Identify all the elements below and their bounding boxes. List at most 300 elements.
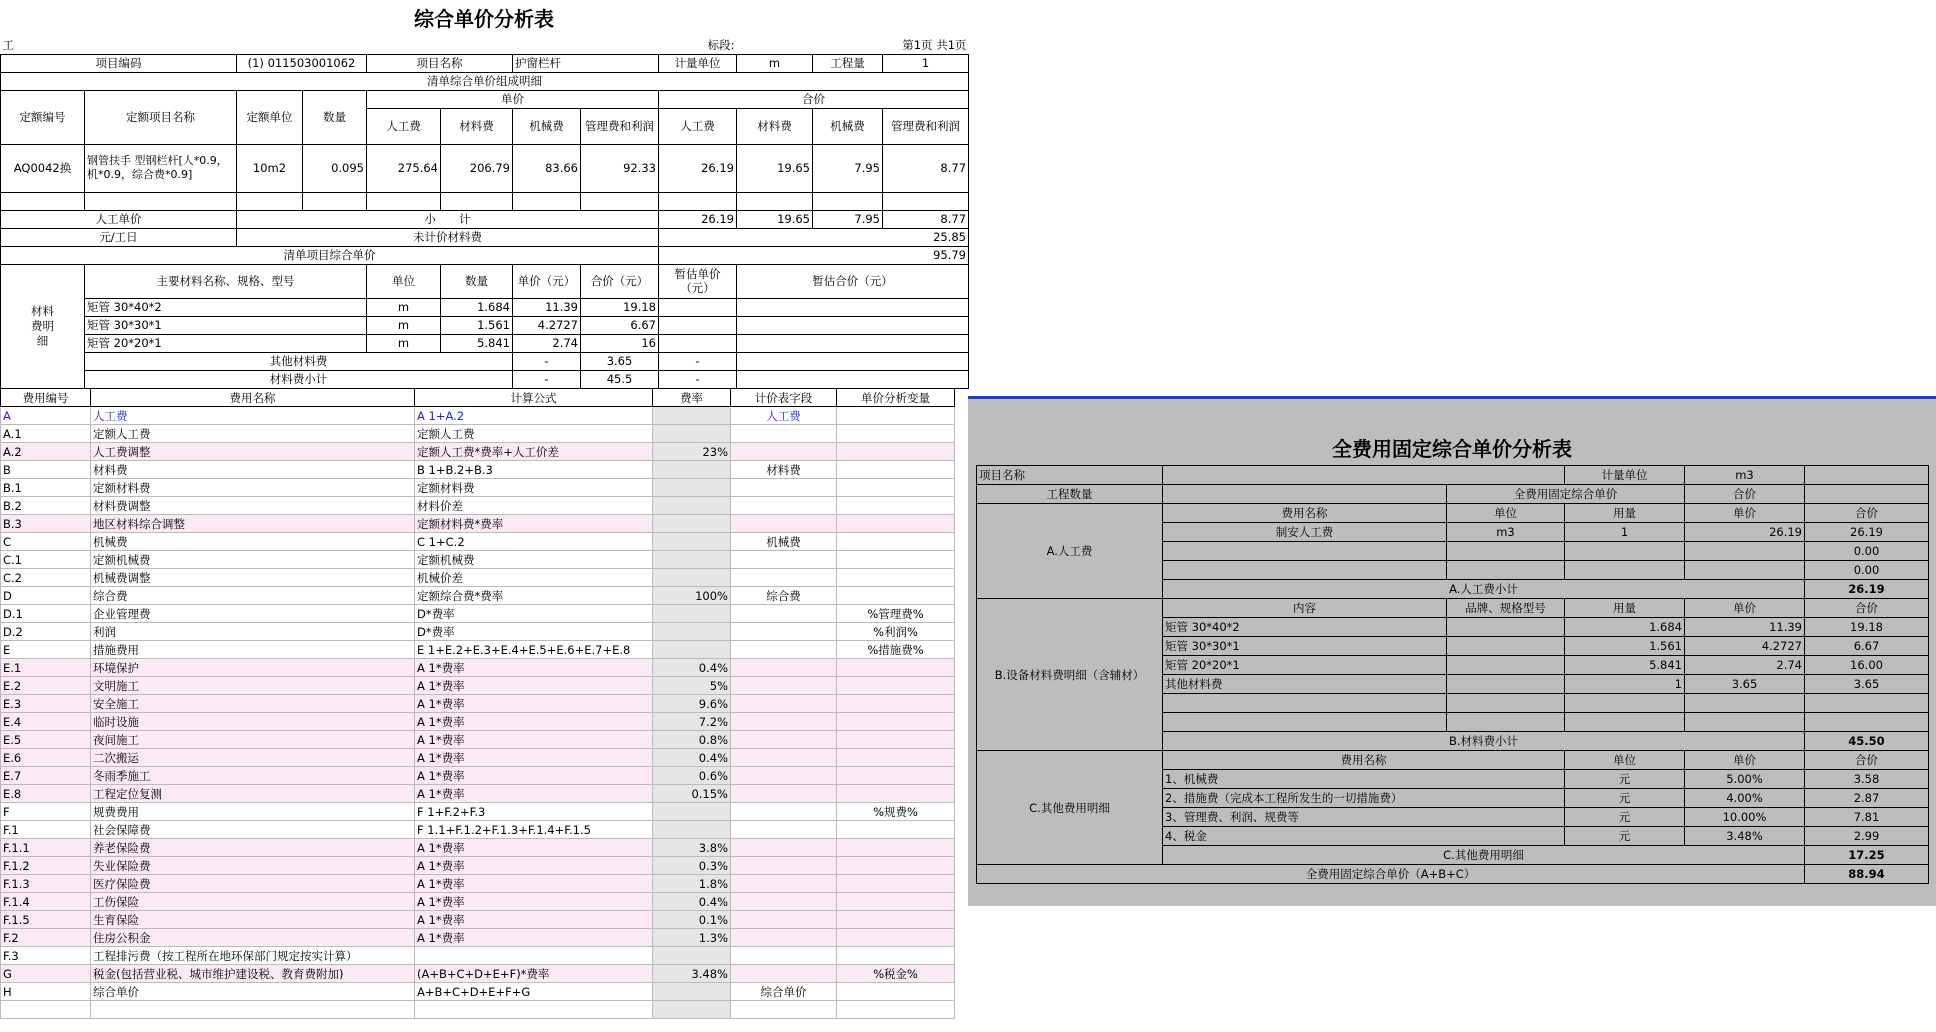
fee-formula[interactable]: B 1+B.2+B.3: [415, 461, 653, 479]
fee-rate[interactable]: [653, 497, 731, 515]
fee-rate[interactable]: 9.6%: [653, 695, 731, 713]
mat-est-total[interactable]: [737, 316, 969, 334]
b-brand[interactable]: [1447, 713, 1565, 732]
fee-variable[interactable]: %利润%: [837, 623, 955, 641]
fee-rate[interactable]: 0.1%: [653, 911, 731, 929]
quota-row[interactable]: [1, 144, 969, 192]
fee-field[interactable]: [731, 515, 837, 533]
fee-field[interactable]: [731, 479, 837, 497]
fee-name[interactable]: 定额人工费: [91, 425, 415, 443]
mat-est-total[interactable]: [737, 298, 969, 316]
fee-rate[interactable]: [653, 551, 731, 569]
fee-rate[interactable]: 0.8%: [653, 731, 731, 749]
unit-labor[interactable]: 275.64: [367, 144, 441, 192]
formula-row[interactable]: [1, 677, 955, 695]
fee-rate[interactable]: [653, 983, 731, 1001]
formula-row[interactable]: [1, 605, 955, 623]
formula-row[interactable]: [1, 713, 955, 731]
fee-name[interactable]: 工伤保险: [91, 893, 415, 911]
name-value[interactable]: 护窗栏杆: [513, 54, 659, 72]
fee-formula[interactable]: A 1*费率: [415, 875, 653, 893]
fee-name[interactable]: 二次搬运: [91, 749, 415, 767]
b-price[interactable]: 4.2727: [1685, 637, 1805, 656]
c-price[interactable]: 3.48%: [1685, 827, 1805, 846]
b-name[interactable]: [1163, 694, 1447, 713]
quota-qty[interactable]: 0.095: [303, 144, 367, 192]
fee-field[interactable]: [731, 785, 837, 803]
fee-formula[interactable]: A 1*费率: [415, 893, 653, 911]
fee-formula[interactable]: A 1+A.2: [415, 407, 653, 425]
fee-field[interactable]: [731, 731, 837, 749]
c-unit[interactable]: 元: [1565, 808, 1685, 827]
fee-formula[interactable]: C 1+C.2: [415, 533, 653, 551]
fee-formula[interactable]: A 1*费率: [415, 911, 653, 929]
fee-variable[interactable]: %措施费%: [837, 641, 955, 659]
proj-name-value[interactable]: [1163, 466, 1565, 485]
b-total[interactable]: [1805, 713, 1929, 732]
col-fee-code[interactable]: 费用编号: [1, 389, 91, 407]
fee-variable[interactable]: [837, 497, 955, 515]
fee-rate[interactable]: 23%: [653, 443, 731, 461]
fee-variable[interactable]: [837, 767, 955, 785]
fee-variable[interactable]: [837, 479, 955, 497]
fee-rate[interactable]: [653, 947, 731, 965]
a-unit[interactable]: [1447, 561, 1565, 580]
fee-rate[interactable]: [653, 479, 731, 497]
b-brand[interactable]: [1447, 618, 1565, 637]
fee-name[interactable]: 失业保险费: [91, 857, 415, 875]
fee-code[interactable]: F.1.3: [1, 875, 91, 893]
formula-row[interactable]: [1, 983, 955, 1001]
fee-rate[interactable]: [653, 569, 731, 587]
mat-price[interactable]: 11.39: [513, 298, 581, 316]
fee-name[interactable]: 生育保险: [91, 911, 415, 929]
fee-code[interactable]: E.2: [1, 677, 91, 695]
fee-field[interactable]: [731, 911, 837, 929]
formula-row[interactable]: [1, 497, 955, 515]
a-qty[interactable]: [1565, 542, 1685, 561]
formula-row[interactable]: [1, 695, 955, 713]
fee-formula[interactable]: A 1*费率: [415, 929, 653, 947]
fee-code[interactable]: D.2: [1, 623, 91, 641]
mat-unit[interactable]: m: [367, 298, 441, 316]
fee-formula[interactable]: 定额人工费: [415, 425, 653, 443]
fee-rate[interactable]: 5%: [653, 677, 731, 695]
fee-name[interactable]: 税金(包括营业税、城市维护建设税、教育费附加): [91, 965, 415, 983]
fee-code[interactable]: C.1: [1, 551, 91, 569]
fee-rate[interactable]: 0.15%: [653, 785, 731, 803]
a-name[interactable]: [1163, 542, 1447, 561]
mat-name[interactable]: 矩管 20*20*1: [85, 334, 367, 352]
fee-code[interactable]: B.2: [1, 497, 91, 515]
total-mgmt[interactable]: 8.77: [883, 144, 969, 192]
fee-formula[interactable]: [415, 1001, 653, 1019]
fee-field[interactable]: [731, 695, 837, 713]
fee-rate[interactable]: 1.3%: [653, 929, 731, 947]
c-name[interactable]: 2、措施费（完成本工程所发生的一切措施费）: [1163, 789, 1565, 808]
b-brand[interactable]: [1447, 694, 1565, 713]
fee-name[interactable]: 医疗保险费: [91, 875, 415, 893]
unit-machine[interactable]: 83.66: [513, 144, 581, 192]
fee-code[interactable]: A.1: [1, 425, 91, 443]
unit-mgmt[interactable]: 92.33: [581, 144, 659, 192]
fee-name[interactable]: 材料费: [91, 461, 415, 479]
fee-rate[interactable]: [653, 821, 731, 839]
fee-formula[interactable]: A+B+C+D+E+F+G: [415, 983, 653, 1001]
fee-variable[interactable]: [837, 551, 955, 569]
fee-code[interactable]: B.3: [1, 515, 91, 533]
b-brand[interactable]: [1447, 675, 1565, 694]
b-name[interactable]: 其他材料费: [1163, 675, 1447, 694]
fee-field[interactable]: [731, 929, 837, 947]
fee-name[interactable]: 材料费调整: [91, 497, 415, 515]
fee-formula[interactable]: A 1*费率: [415, 767, 653, 785]
c-total[interactable]: 2.99: [1805, 827, 1929, 846]
mat-total[interactable]: 16: [581, 334, 659, 352]
fee-formula[interactable]: A 1*费率: [415, 839, 653, 857]
fee-name[interactable]: 措施费用: [91, 641, 415, 659]
fee-code[interactable]: E.3: [1, 695, 91, 713]
fee-code[interactable]: E.6: [1, 749, 91, 767]
fee-variable[interactable]: %管理费%: [837, 605, 955, 623]
fee-variable[interactable]: [837, 929, 955, 947]
code-value[interactable]: (1) 011503001062: [237, 54, 367, 72]
formula-row[interactable]: [1, 875, 955, 893]
fee-name[interactable]: 临时设施: [91, 713, 415, 731]
fee-field[interactable]: [731, 569, 837, 587]
fee-field[interactable]: [731, 605, 837, 623]
fee-rate[interactable]: [653, 641, 731, 659]
fee-rate[interactable]: [653, 425, 731, 443]
formula-row[interactable]: [1, 533, 955, 551]
fee-code[interactable]: F.1: [1, 821, 91, 839]
fee-variable[interactable]: [837, 731, 955, 749]
fee-field[interactable]: [731, 965, 837, 983]
fee-variable[interactable]: [837, 569, 955, 587]
fee-rate[interactable]: [653, 605, 731, 623]
fee-code[interactable]: H: [1, 983, 91, 1001]
fee-code[interactable]: E.1: [1, 659, 91, 677]
total-labor[interactable]: 26.19: [659, 144, 737, 192]
fee-code[interactable]: E: [1, 641, 91, 659]
fee-formula[interactable]: (A+B+C+D+E+F)*费率: [415, 965, 653, 983]
mat-est-price[interactable]: [659, 298, 737, 316]
fee-field[interactable]: [731, 821, 837, 839]
fee-field[interactable]: 综合费: [731, 587, 837, 605]
fee-name[interactable]: 养老保险费: [91, 839, 415, 857]
fee-rate[interactable]: [653, 803, 731, 821]
fee-code[interactable]: F: [1, 803, 91, 821]
fee-field[interactable]: [731, 425, 837, 443]
b-brand[interactable]: [1447, 637, 1565, 656]
b-price[interactable]: 2.74: [1685, 656, 1805, 675]
fee-variable[interactable]: [837, 515, 955, 533]
fee-formula[interactable]: 定额机械费: [415, 551, 653, 569]
formula-row[interactable]: [1, 821, 955, 839]
fee-formula[interactable]: 材料价差: [415, 497, 653, 515]
fee-field[interactable]: [731, 713, 837, 731]
fee-name[interactable]: 社会保障费: [91, 821, 415, 839]
rp-unit-value[interactable]: m3: [1685, 466, 1805, 485]
fee-variable[interactable]: [837, 677, 955, 695]
fee-field[interactable]: [731, 623, 837, 641]
fee-field[interactable]: [731, 677, 837, 695]
b-name[interactable]: 矩管 30*40*2: [1163, 618, 1447, 637]
col-variable[interactable]: 单价分析变量: [837, 389, 955, 407]
fee-formula[interactable]: A 1*费率: [415, 677, 653, 695]
mat-total[interactable]: 19.18: [581, 298, 659, 316]
fee-variable[interactable]: [837, 425, 955, 443]
fee-variable[interactable]: [837, 713, 955, 731]
col-formula[interactable]: 计算公式: [415, 389, 653, 407]
fee-formula[interactable]: A 1*费率: [415, 695, 653, 713]
a-price[interactable]: 26.19: [1685, 523, 1805, 542]
fee-rate[interactable]: 0.3%: [653, 857, 731, 875]
fee-field[interactable]: [731, 443, 837, 461]
fee-code[interactable]: A: [1, 407, 91, 425]
c-unit[interactable]: 元: [1565, 789, 1685, 808]
a-name[interactable]: [1163, 561, 1447, 580]
fee-rate[interactable]: 0.6%: [653, 767, 731, 785]
b-brand[interactable]: [1447, 656, 1565, 675]
fee-field[interactable]: [731, 875, 837, 893]
b-total[interactable]: 6.67: [1805, 637, 1929, 656]
fee-variable[interactable]: [837, 947, 955, 965]
fee-rate[interactable]: [653, 1001, 731, 1019]
fee-field[interactable]: [731, 893, 837, 911]
fee-variable[interactable]: [837, 407, 955, 425]
b-qty[interactable]: 1.561: [1565, 637, 1685, 656]
col-rate[interactable]: 费率: [653, 389, 731, 407]
mat-est-total[interactable]: [737, 334, 969, 352]
formula-row[interactable]: [1, 623, 955, 641]
fee-code[interactable]: F.3: [1, 947, 91, 965]
formula-row[interactable]: [1, 515, 955, 533]
fee-formula[interactable]: E 1+E.2+E.3+E.4+E.5+E.6+E.7+E.8: [415, 641, 653, 659]
fee-rate[interactable]: 0.4%: [653, 893, 731, 911]
mat-est-price[interactable]: [659, 334, 737, 352]
fee-name[interactable]: 环境保护: [91, 659, 415, 677]
fee-formula[interactable]: 定额材料费*费率: [415, 515, 653, 533]
total-material[interactable]: 19.65: [737, 144, 813, 192]
b-name[interactable]: 矩管 20*20*1: [1163, 656, 1447, 675]
fee-formula[interactable]: A 1*费率: [415, 857, 653, 875]
c-name[interactable]: 3、管理费、利润、规费等: [1163, 808, 1565, 827]
formula-row[interactable]: [1, 911, 955, 929]
fee-code[interactable]: F.1.5: [1, 911, 91, 929]
fee-variable[interactable]: [837, 443, 955, 461]
fee-code[interactable]: F.1.2: [1, 857, 91, 875]
fee-name[interactable]: 安全施工: [91, 695, 415, 713]
fee-formula[interactable]: 定额人工费*费率+人工价差: [415, 443, 653, 461]
fee-variable[interactable]: [837, 461, 955, 479]
c-total[interactable]: 2.87: [1805, 789, 1929, 808]
fee-name[interactable]: 冬雨季施工: [91, 767, 415, 785]
fee-code[interactable]: A.2: [1, 443, 91, 461]
mat-unit[interactable]: m: [367, 334, 441, 352]
formula-row[interactable]: [1, 641, 955, 659]
fee-variable[interactable]: %税金%: [837, 965, 955, 983]
formula-row[interactable]: [1, 965, 955, 983]
formula-row[interactable]: [1, 1001, 955, 1019]
fee-name[interactable]: 利润: [91, 623, 415, 641]
mat-est-price[interactable]: [659, 316, 737, 334]
a-total[interactable]: 0.00: [1805, 561, 1929, 580]
fee-rate[interactable]: [653, 407, 731, 425]
fee-field[interactable]: [731, 641, 837, 659]
fee-variable[interactable]: [837, 875, 955, 893]
fee-name[interactable]: [91, 1001, 415, 1019]
c-total[interactable]: 7.81: [1805, 808, 1929, 827]
col-fee-name[interactable]: 费用名称: [91, 389, 415, 407]
fee-rate[interactable]: 3.8%: [653, 839, 731, 857]
fee-code[interactable]: F.2: [1, 929, 91, 947]
b-total[interactable]: 3.65: [1805, 675, 1929, 694]
quota-code[interactable]: AQ0042换: [1, 144, 85, 192]
c-price[interactable]: 5.00%: [1685, 770, 1805, 789]
fee-variable[interactable]: [837, 983, 955, 1001]
fee-code[interactable]: D.1: [1, 605, 91, 623]
fee-field[interactable]: [731, 767, 837, 785]
unit-value[interactable]: m: [737, 54, 813, 72]
fee-rate[interactable]: 7.2%: [653, 713, 731, 731]
fee-name[interactable]: 规费费用: [91, 803, 415, 821]
fee-formula[interactable]: F 1.1+F.1.2+F.1.3+F.1.4+F.1.5: [415, 821, 653, 839]
fee-code[interactable]: B.1: [1, 479, 91, 497]
fee-formula[interactable]: A 1*费率: [415, 785, 653, 803]
fee-variable[interactable]: [837, 857, 955, 875]
formula-row[interactable]: [1, 443, 955, 461]
c-unit[interactable]: 元: [1565, 770, 1685, 789]
total-machine[interactable]: 7.95: [813, 144, 883, 192]
rp-qty-value[interactable]: [1163, 485, 1447, 504]
fee-name[interactable]: 人工费: [91, 407, 415, 425]
fee-formula[interactable]: [415, 947, 653, 965]
fee-variable[interactable]: [837, 659, 955, 677]
fee-field[interactable]: [731, 1001, 837, 1019]
fee-name[interactable]: 企业管理费: [91, 605, 415, 623]
b-total[interactable]: 19.18: [1805, 618, 1929, 637]
formula-row[interactable]: [1, 479, 955, 497]
formula-row[interactable]: [1, 803, 955, 821]
unit-material[interactable]: 206.79: [441, 144, 513, 192]
a-total[interactable]: 26.19: [1805, 523, 1929, 542]
fee-name[interactable]: 文明施工: [91, 677, 415, 695]
formula-row[interactable]: [1, 569, 955, 587]
fee-field[interactable]: 材料费: [731, 461, 837, 479]
mat-name[interactable]: 矩管 30*40*2: [85, 298, 367, 316]
formula-row[interactable]: [1, 929, 955, 947]
mat-qty[interactable]: 1.561: [441, 316, 513, 334]
formula-row[interactable]: [1, 785, 955, 803]
formula-row[interactable]: [1, 659, 955, 677]
fee-code[interactable]: [1, 1001, 91, 1019]
mat-price[interactable]: 2.74: [513, 334, 581, 352]
formula-row[interactable]: [1, 731, 955, 749]
a-unit[interactable]: [1447, 542, 1565, 561]
fee-name[interactable]: 工程排污费（按工程所在地环保部门规定按实计算）: [91, 947, 415, 965]
fee-formula[interactable]: A 1*费率: [415, 713, 653, 731]
fee-field[interactable]: [731, 839, 837, 857]
fee-formula[interactable]: 机械价差: [415, 569, 653, 587]
quota-name[interactable]: 钢管扶手 型钢栏杆[人*0.9，机*0.9，综合费*0.9]: [85, 144, 237, 192]
fee-name[interactable]: 工程定位复测: [91, 785, 415, 803]
fee-formula[interactable]: D*费率: [415, 605, 653, 623]
fee-name[interactable]: 夜间施工: [91, 731, 415, 749]
qty-value[interactable]: 1: [883, 54, 969, 72]
fee-field[interactable]: [731, 659, 837, 677]
b-qty[interactable]: 1: [1565, 675, 1685, 694]
material-row[interactable]: [1, 334, 969, 352]
fee-variable[interactable]: [837, 821, 955, 839]
fee-variable[interactable]: [837, 587, 955, 605]
fee-variable[interactable]: [837, 893, 955, 911]
fee-formula[interactable]: A 1*费率: [415, 659, 653, 677]
c-price[interactable]: 10.00%: [1685, 808, 1805, 827]
fee-name[interactable]: 定额材料费: [91, 479, 415, 497]
fee-field[interactable]: [731, 749, 837, 767]
fee-rate[interactable]: [653, 623, 731, 641]
fee-variable[interactable]: [837, 911, 955, 929]
formula-row[interactable]: [1, 857, 955, 875]
formula-row[interactable]: [1, 551, 955, 569]
material-row[interactable]: [1, 298, 969, 316]
fee-field[interactable]: [731, 803, 837, 821]
b-price[interactable]: [1685, 713, 1805, 732]
material-row[interactable]: [1, 316, 969, 334]
formula-row[interactable]: [1, 947, 955, 965]
mat-qty[interactable]: 5.841: [441, 334, 513, 352]
fee-formula[interactable]: 定额材料费: [415, 479, 653, 497]
empty-row[interactable]: [1, 192, 969, 210]
formula-row[interactable]: [1, 425, 955, 443]
fee-name[interactable]: 机械费: [91, 533, 415, 551]
c-name[interactable]: 4、税金: [1163, 827, 1565, 846]
mat-name[interactable]: 矩管 30*30*1: [85, 316, 367, 334]
c-name[interactable]: 1、机械费: [1163, 770, 1565, 789]
fee-formula[interactable]: D*费率: [415, 623, 653, 641]
fee-rate[interactable]: 0.4%: [653, 659, 731, 677]
b-total[interactable]: 16.00: [1805, 656, 1929, 675]
b-qty[interactable]: 5.841: [1565, 656, 1685, 675]
fee-code[interactable]: E.7: [1, 767, 91, 785]
fee-formula[interactable]: A 1*费率: [415, 731, 653, 749]
fee-variable[interactable]: [837, 695, 955, 713]
fee-name[interactable]: 人工费调整: [91, 443, 415, 461]
fee-variable[interactable]: [837, 785, 955, 803]
fee-variable[interactable]: [837, 749, 955, 767]
a-total[interactable]: 0.00: [1805, 542, 1929, 561]
fee-code[interactable]: E.4: [1, 713, 91, 731]
fee-rate[interactable]: 0.4%: [653, 749, 731, 767]
formula-row[interactable]: [1, 407, 955, 425]
fee-variable[interactable]: [837, 839, 955, 857]
fee-formula[interactable]: F 1+F.2+F.3: [415, 803, 653, 821]
fee-code[interactable]: F.1.4: [1, 893, 91, 911]
fee-rate[interactable]: [653, 461, 731, 479]
fee-name[interactable]: 定额机械费: [91, 551, 415, 569]
mat-total[interactable]: 6.67: [581, 316, 659, 334]
fee-field[interactable]: 综合单价: [731, 983, 837, 1001]
c-unit[interactable]: 元: [1565, 827, 1685, 846]
fee-rate[interactable]: [653, 515, 731, 533]
formula-row[interactable]: [1, 461, 955, 479]
fee-field[interactable]: [731, 497, 837, 515]
c-price[interactable]: 4.00%: [1685, 789, 1805, 808]
fee-name[interactable]: 综合单价: [91, 983, 415, 1001]
mat-price[interactable]: 4.2727: [513, 316, 581, 334]
a-price[interactable]: [1685, 542, 1805, 561]
